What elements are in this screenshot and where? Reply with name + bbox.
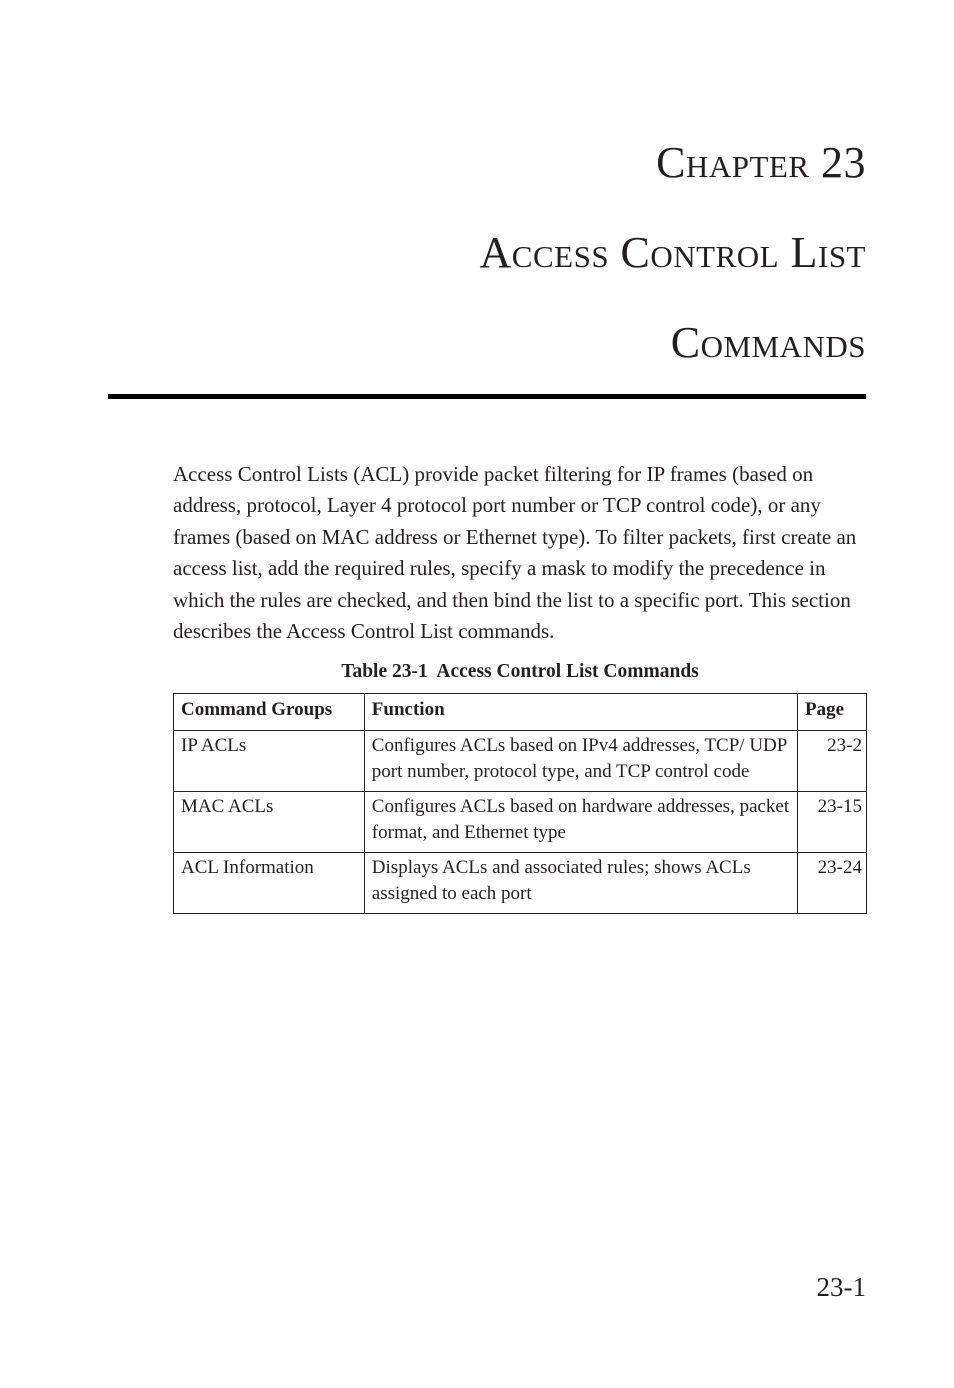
header-page: Page: [798, 694, 867, 731]
header-command-groups: Command Groups: [174, 694, 365, 731]
cell-group: ACL Information: [174, 852, 365, 913]
chapter-title-line-2: Commands: [670, 318, 866, 367]
cell-page: 23-2: [798, 730, 867, 791]
chapter-title-line-1: Access Control List: [479, 228, 866, 277]
cell-function: Configures ACLs based on hardware addresses, packet format, and Ethernet type: [364, 791, 797, 852]
cell-function: Configures ACLs based on IPv4 addresses, TCP/ UDP port number, protocol type, and TCP control code: [364, 730, 797, 791]
page-number: 23-1: [816, 1272, 866, 1302]
heading-rule: [108, 394, 866, 399]
cell-function: Displays ACLs and associated rules; shows ACLs assigned to each port: [364, 852, 797, 913]
table-header-row: [174, 694, 867, 731]
acl-commands-table: [173, 693, 867, 914]
chapter-label: Chapter 23: [656, 138, 866, 187]
cell-page: 23-24: [798, 852, 867, 913]
table-caption: Table 23-1 Access Control List Commands: [341, 661, 699, 682]
table-row: [174, 852, 867, 913]
table-row: [174, 791, 867, 852]
header-function: Function: [364, 694, 797, 731]
intro-paragraph: Access Control Lists (ACL) provide packet filtering for IP frames (based on address, protocol, Layer 4 protocol port number or TCP control code), or any frames (based on MAC address or Ethernet type). To filter packets, first create an access list, add the required rules, specify a mask to modify the precedence in which the rules are checked, and then bind the list to a specific port. This section describes the Access Control List commands.: [173, 462, 857, 644]
table-row: [174, 730, 867, 791]
cell-group: MAC ACLs: [174, 791, 365, 852]
cell-group: IP ACLs: [174, 730, 365, 791]
chapter-heading: [480, 118, 866, 388]
cell-page: 23-15: [798, 791, 867, 852]
